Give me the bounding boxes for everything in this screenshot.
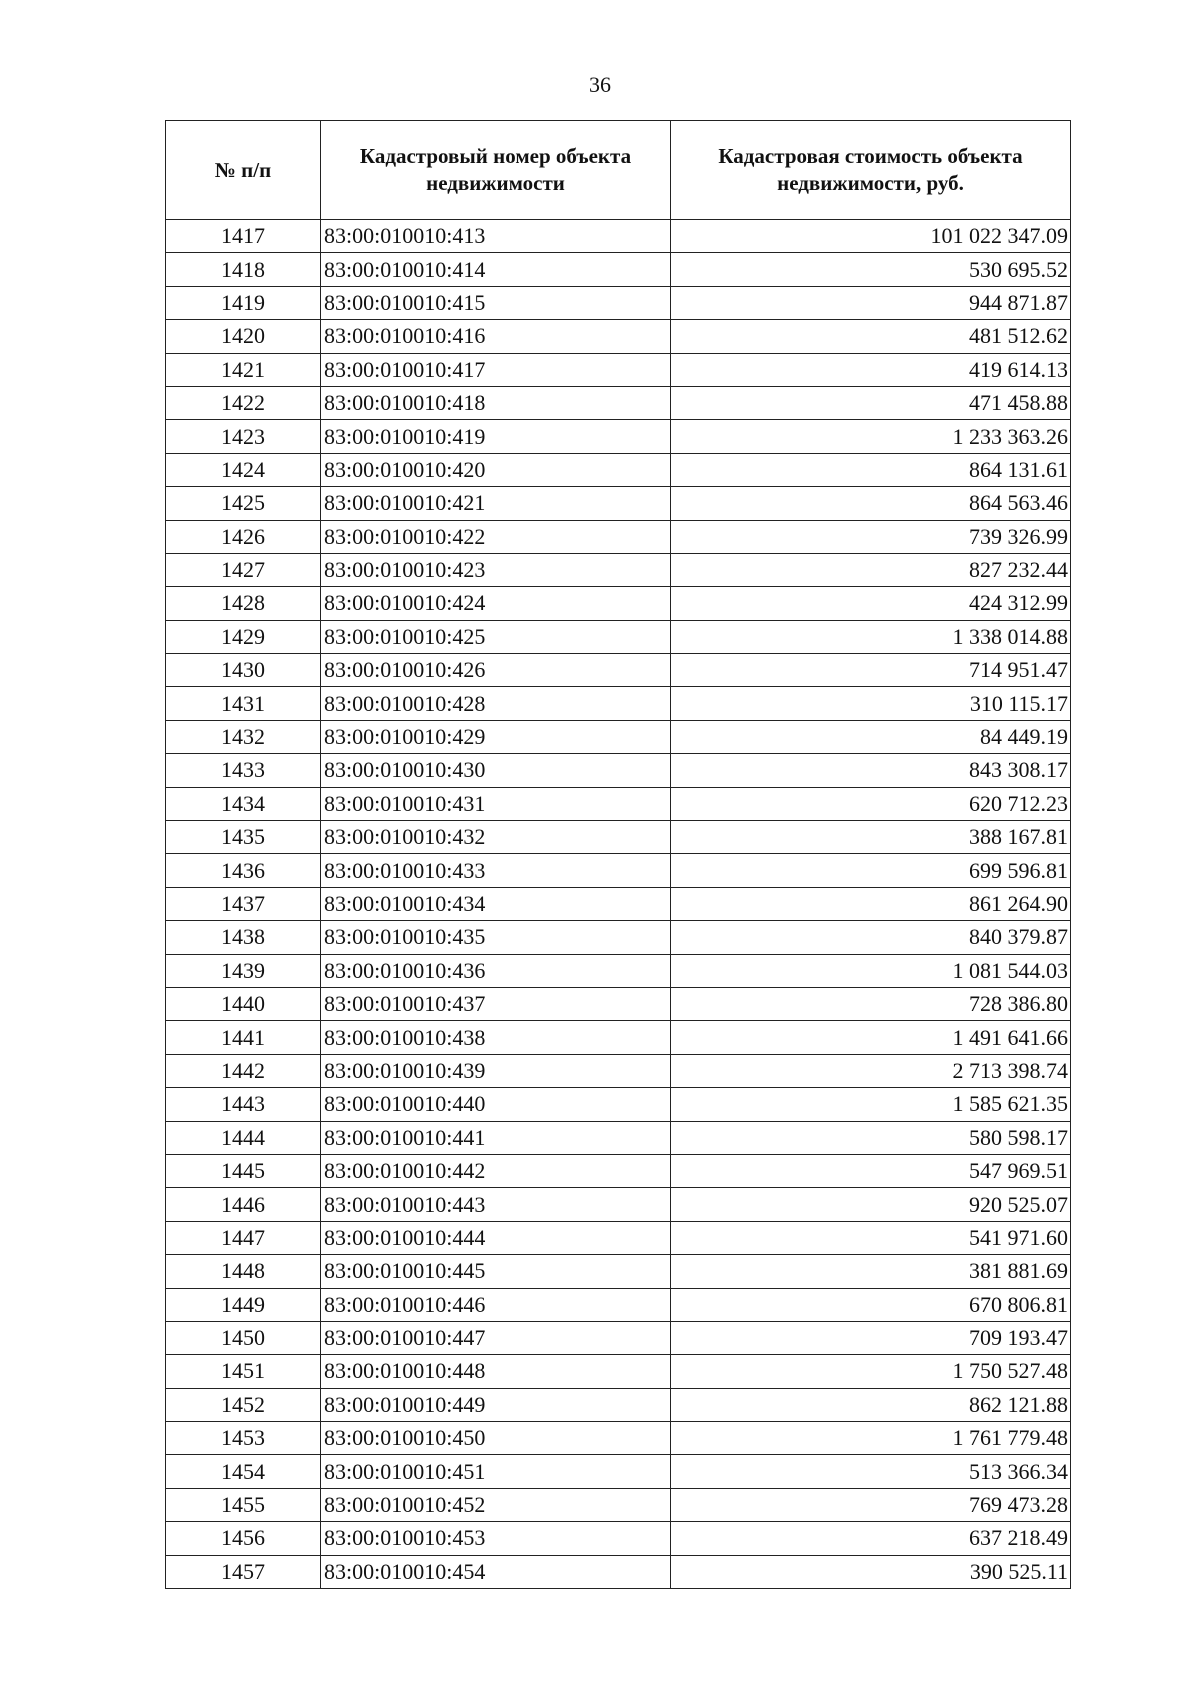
table-row	[166, 887, 1071, 920]
cadastral-number-cell: 83:00:010010:413	[321, 220, 671, 253]
cadastral-number-cell: 83:00:010010:439	[321, 1054, 671, 1087]
table-row	[166, 687, 1071, 720]
table-row	[166, 587, 1071, 620]
header-row-number: № п/п	[166, 121, 321, 220]
cadastral-value-cell: 424 312.99	[671, 587, 1071, 620]
table-row	[166, 253, 1071, 286]
cadastral-value-cell: 481 512.62	[671, 320, 1071, 353]
cadastral-value-cell: 1 233 363.26	[671, 420, 1071, 453]
table-row	[166, 1221, 1071, 1254]
row-number-cell: 1435	[166, 821, 321, 854]
table-row	[166, 220, 1071, 253]
cadastral-value-cell: 1 761 779.48	[671, 1422, 1071, 1455]
row-number-cell: 1439	[166, 954, 321, 987]
cadastral-value-table	[165, 120, 1071, 1589]
cadastral-value-cell: 920 525.07	[671, 1188, 1071, 1221]
row-number-cell: 1443	[166, 1088, 321, 1121]
cadastral-value-cell: 840 379.87	[671, 921, 1071, 954]
table-row	[166, 921, 1071, 954]
table-row	[166, 453, 1071, 486]
table-row	[166, 720, 1071, 753]
table-row	[166, 754, 1071, 787]
cadastral-number-cell: 83:00:010010:434	[321, 887, 671, 920]
cadastral-number-cell: 83:00:010010:452	[321, 1488, 671, 1521]
table-row	[166, 1388, 1071, 1421]
cadastral-number-cell: 83:00:010010:444	[321, 1221, 671, 1254]
table-row	[166, 286, 1071, 319]
row-number-cell: 1434	[166, 787, 321, 820]
cadastral-value-cell: 843 308.17	[671, 754, 1071, 787]
row-number-cell: 1455	[166, 1488, 321, 1521]
row-number-cell: 1420	[166, 320, 321, 353]
cadastral-value-cell: 620 712.23	[671, 787, 1071, 820]
cadastral-number-cell: 83:00:010010:446	[321, 1288, 671, 1321]
row-number-cell: 1447	[166, 1221, 321, 1254]
cadastral-number-cell: 83:00:010010:437	[321, 987, 671, 1020]
header-row	[166, 121, 1071, 220]
cadastral-number-cell: 83:00:010010:416	[321, 320, 671, 353]
table-row	[166, 1288, 1071, 1321]
cadastral-value-cell: 1 338 014.88	[671, 620, 1071, 653]
row-number-cell: 1454	[166, 1455, 321, 1488]
row-number-cell: 1417	[166, 220, 321, 253]
table-row	[166, 854, 1071, 887]
cadastral-number-cell: 83:00:010010:417	[321, 353, 671, 386]
cadastral-value-cell: 580 598.17	[671, 1121, 1071, 1154]
table-row	[166, 1021, 1071, 1054]
row-number-cell: 1457	[166, 1555, 321, 1588]
table-row	[166, 1088, 1071, 1121]
cadastral-value-cell: 864 131.61	[671, 453, 1071, 486]
page-number: 36	[589, 72, 611, 97]
cadastral-number-cell: 83:00:010010:454	[321, 1555, 671, 1588]
row-number-cell: 1451	[166, 1355, 321, 1388]
cadastral-value-cell: 728 386.80	[671, 987, 1071, 1020]
cadastral-value-cell: 861 264.90	[671, 887, 1071, 920]
cadastral-number-cell: 83:00:010010:419	[321, 420, 671, 453]
cadastral-number-cell: 83:00:010010:420	[321, 453, 671, 486]
table-row	[166, 386, 1071, 419]
row-number-cell: 1448	[166, 1255, 321, 1288]
cadastral-value-cell: 864 563.46	[671, 487, 1071, 520]
cadastral-value-cell: 862 121.88	[671, 1388, 1071, 1421]
cadastral-value-cell: 541 971.60	[671, 1221, 1071, 1254]
row-number-cell: 1430	[166, 654, 321, 687]
row-number-cell: 1452	[166, 1388, 321, 1421]
row-number-cell: 1425	[166, 487, 321, 520]
table-row	[166, 420, 1071, 453]
table-row	[166, 1488, 1071, 1521]
cadastral-number-cell: 83:00:010010:442	[321, 1154, 671, 1187]
row-number-cell: 1446	[166, 1188, 321, 1221]
header-cadastral-number: Кадастровый номер объекта недвижимости	[321, 121, 671, 220]
cadastral-value-cell: 388 167.81	[671, 821, 1071, 854]
cadastral-value-cell: 310 115.17	[671, 687, 1071, 720]
cadastral-number-cell: 83:00:010010:426	[321, 654, 671, 687]
table-row	[166, 1054, 1071, 1087]
cadastral-value-cell: 670 806.81	[671, 1288, 1071, 1321]
cadastral-value-cell: 944 871.87	[671, 286, 1071, 319]
row-number-cell: 1424	[166, 453, 321, 486]
cadastral-number-cell: 83:00:010010:448	[321, 1355, 671, 1388]
cadastral-value-cell: 513 366.34	[671, 1455, 1071, 1488]
row-number-cell: 1450	[166, 1321, 321, 1354]
cadastral-value-cell: 714 951.47	[671, 654, 1071, 687]
row-number-cell: 1421	[166, 353, 321, 386]
row-number-cell: 1436	[166, 854, 321, 887]
cadastral-value-cell: 1 585 621.35	[671, 1088, 1071, 1121]
table-header	[166, 121, 1071, 220]
table-row	[166, 487, 1071, 520]
cadastral-value-cell: 827 232.44	[671, 553, 1071, 586]
cadastral-number-cell: 83:00:010010:438	[321, 1021, 671, 1054]
row-number-cell: 1453	[166, 1422, 321, 1455]
row-number-cell: 1423	[166, 420, 321, 453]
row-number-cell: 1456	[166, 1522, 321, 1555]
table-row	[166, 1321, 1071, 1354]
row-number-cell: 1441	[166, 1021, 321, 1054]
row-number-cell: 1419	[166, 286, 321, 319]
table-row	[166, 787, 1071, 820]
cadastral-number-cell: 83:00:010010:447	[321, 1321, 671, 1354]
row-number-cell: 1418	[166, 253, 321, 286]
table-row	[166, 1555, 1071, 1588]
cadastral-number-cell: 83:00:010010:453	[321, 1522, 671, 1555]
row-number-cell: 1429	[166, 620, 321, 653]
cadastral-number-cell: 83:00:010010:432	[321, 821, 671, 854]
cadastral-value-cell: 739 326.99	[671, 520, 1071, 553]
row-number-cell: 1440	[166, 987, 321, 1020]
cadastral-number-cell: 83:00:010010:424	[321, 587, 671, 620]
row-number-cell: 1432	[166, 720, 321, 753]
cadastral-number-cell: 83:00:010010:415	[321, 286, 671, 319]
table-row	[166, 320, 1071, 353]
cadastral-value-cell: 390 525.11	[671, 1555, 1071, 1588]
cadastral-number-cell: 83:00:010010:414	[321, 253, 671, 286]
cadastral-number-cell: 83:00:010010:431	[321, 787, 671, 820]
table-row	[166, 1522, 1071, 1555]
cadastral-value-cell: 381 881.69	[671, 1255, 1071, 1288]
cadastral-value-cell: 1 750 527.48	[671, 1355, 1071, 1388]
row-number-cell: 1438	[166, 921, 321, 954]
table-row	[166, 1455, 1071, 1488]
cadastral-value-cell: 471 458.88	[671, 386, 1071, 419]
cadastral-value-cell: 419 614.13	[671, 353, 1071, 386]
cadastral-number-cell: 83:00:010010:418	[321, 386, 671, 419]
table-row	[166, 821, 1071, 854]
row-number-cell: 1426	[166, 520, 321, 553]
table-row	[166, 1255, 1071, 1288]
cadastral-number-cell: 83:00:010010:429	[321, 720, 671, 753]
cadastral-number-cell: 83:00:010010:450	[321, 1422, 671, 1455]
row-number-cell: 1444	[166, 1121, 321, 1154]
cadastral-value-cell: 709 193.47	[671, 1321, 1071, 1354]
row-number-cell: 1422	[166, 386, 321, 419]
cadastral-number-cell: 83:00:010010:449	[321, 1388, 671, 1421]
row-number-cell: 1445	[166, 1154, 321, 1187]
cadastral-value-cell: 84 449.19	[671, 720, 1071, 753]
cadastral-number-cell: 83:00:010010:422	[321, 520, 671, 553]
row-number-cell: 1431	[166, 687, 321, 720]
table-row	[166, 1188, 1071, 1221]
cadastral-value-cell: 101 022 347.09	[671, 220, 1071, 253]
table-row	[166, 1121, 1071, 1154]
table-row	[166, 654, 1071, 687]
cadastral-number-cell: 83:00:010010:445	[321, 1255, 671, 1288]
cadastral-number-cell: 83:00:010010:421	[321, 487, 671, 520]
cadastral-number-cell: 83:00:010010:441	[321, 1121, 671, 1154]
cadastral-number-cell: 83:00:010010:423	[321, 553, 671, 586]
cadastral-value-cell: 769 473.28	[671, 1488, 1071, 1521]
table-row	[166, 353, 1071, 386]
cadastral-number-cell: 83:00:010010:430	[321, 754, 671, 787]
table-row	[166, 987, 1071, 1020]
cadastral-value-cell: 699 596.81	[671, 854, 1071, 887]
cadastral-number-cell: 83:00:010010:443	[321, 1188, 671, 1221]
cadastral-number-cell: 83:00:010010:440	[321, 1088, 671, 1121]
table-body	[166, 220, 1071, 1589]
cadastral-number-cell: 83:00:010010:428	[321, 687, 671, 720]
row-number-cell: 1437	[166, 887, 321, 920]
row-number-cell: 1442	[166, 1054, 321, 1087]
table-row	[166, 1154, 1071, 1187]
row-number-cell: 1428	[166, 587, 321, 620]
cadastral-number-cell: 83:00:010010:433	[321, 854, 671, 887]
cadastral-number-cell: 83:00:010010:436	[321, 954, 671, 987]
table-row	[166, 954, 1071, 987]
table-row	[166, 620, 1071, 653]
cadastral-value-cell: 530 695.52	[671, 253, 1071, 286]
cadastral-number-cell: 83:00:010010:451	[321, 1455, 671, 1488]
cadastral-value-cell: 1 081 544.03	[671, 954, 1071, 987]
table-row	[166, 1422, 1071, 1455]
row-number-cell: 1433	[166, 754, 321, 787]
row-number-cell: 1449	[166, 1288, 321, 1321]
cadastral-number-cell: 83:00:010010:425	[321, 620, 671, 653]
cadastral-value-cell: 2 713 398.74	[671, 1054, 1071, 1087]
row-number-cell: 1427	[166, 553, 321, 586]
cadastral-value-cell: 547 969.51	[671, 1154, 1071, 1187]
cadastral-number-cell: 83:00:010010:435	[321, 921, 671, 954]
table-row	[166, 553, 1071, 586]
cadastral-value-cell: 637 218.49	[671, 1522, 1071, 1555]
table-row	[166, 520, 1071, 553]
header-cadastral-value: Кадастровая стоимость объекта недвижимости, руб.	[671, 121, 1071, 220]
table-row	[166, 1355, 1071, 1388]
cadastral-value-cell: 1 491 641.66	[671, 1021, 1071, 1054]
